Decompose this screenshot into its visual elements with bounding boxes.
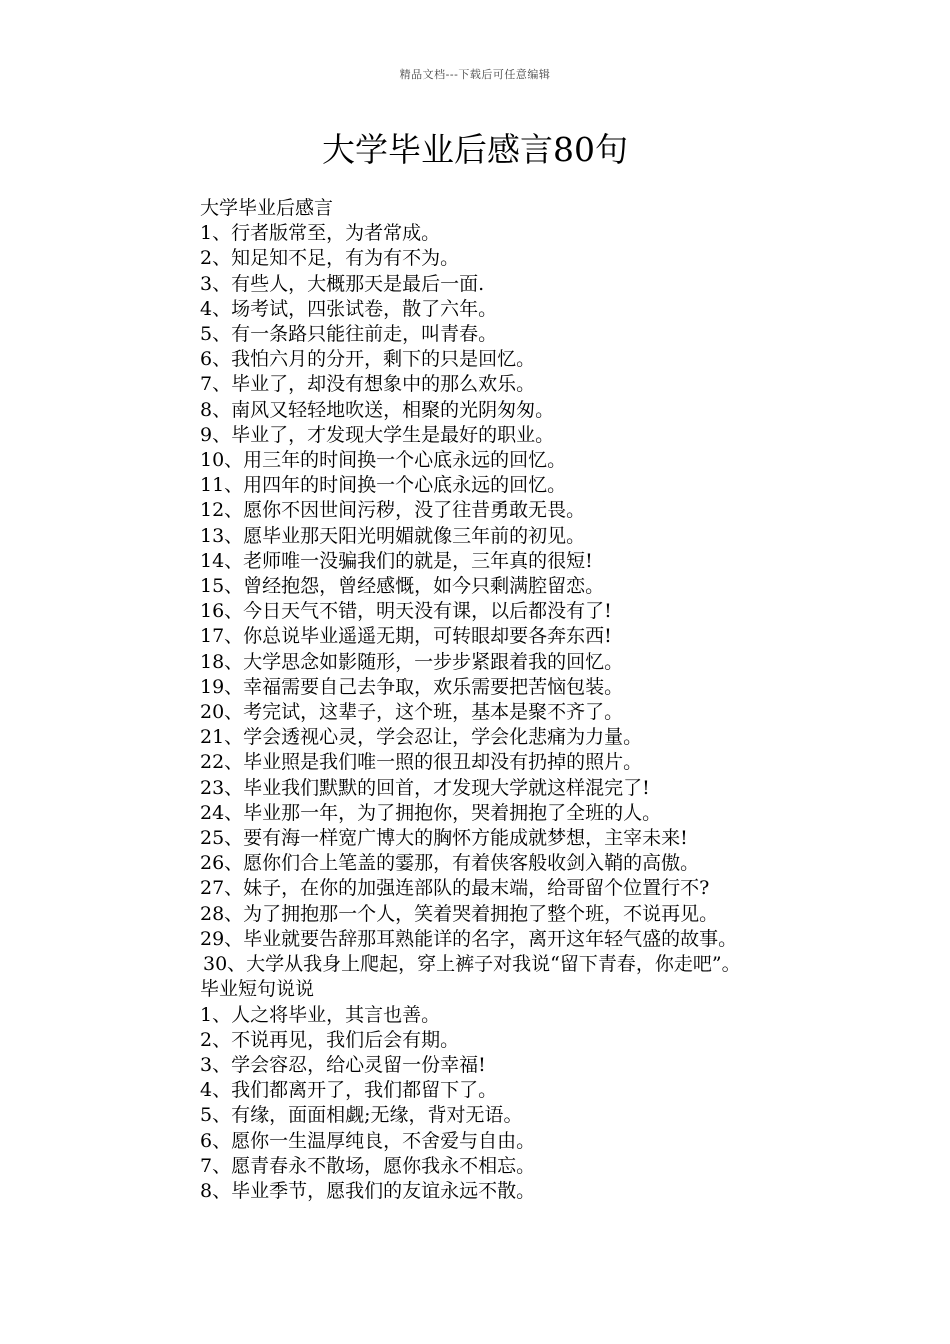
section-heading: 毕业短句说说 xyxy=(200,978,315,1001)
list-item: 2、不说再见，我们后会有期。 xyxy=(200,1028,460,1051)
list-item: 4、我们都离开了，我们都留下了。 xyxy=(200,1079,498,1102)
list-item: 13、愿毕业那天阳光明媚就像三年前的初见。 xyxy=(200,524,586,547)
list-item: 24、毕业那一年，为了拥抱你，哭着拥抱了全班的人。 xyxy=(200,801,662,824)
list-item: 14、老师唯一没骗我们的就是，三年真的很短! xyxy=(200,549,593,572)
list-item: 27、妹子，在你的加强连部队的最末端，给哥留个位置行不? xyxy=(200,877,710,900)
list-item: 22、毕业照是我们唯一照的很丑却没有扔掉的照片。 xyxy=(200,751,643,774)
list-item: 10、用三年的时间换一个心底永远的回忆。 xyxy=(200,449,567,472)
list-item: 2、知足知不足，有为有不为。 xyxy=(200,247,460,270)
list-item: 30、大学从我身上爬起，穿上裤子对我说“留下青春，你走吧”。 xyxy=(203,953,741,976)
list-item: 9、毕业了，才发现大学生是最好的职业。 xyxy=(200,423,555,446)
list-item: 1、人之将毕业，其言也善。 xyxy=(200,1003,441,1026)
list-item: 7、愿青春永不散场，愿你我永不相忘。 xyxy=(200,1154,536,1177)
list-item: 16、今日天气不错，明天没有课，以后都没有了! xyxy=(200,600,612,623)
list-item: 18、大学思念如影随形，一步步紧跟着我的回忆。 xyxy=(200,650,624,673)
header-note: 精品文档---下载后可任意编辑 xyxy=(399,68,551,81)
document-body xyxy=(145,196,825,1204)
list-item: 29、毕业就要告辞那耳熟能详的名字，离开这年轻气盛的故事。 xyxy=(200,927,738,950)
list-item: 19、幸福需要自己去争取，欢乐需要把苦恼包装。 xyxy=(200,675,624,698)
list-item: 26、愿你们合上笔盖的霎那，有着侠客般收剑入鞘的高傲。 xyxy=(200,852,700,875)
list-item: 23、毕业我们默默的回首，才发现大学就这样混完了! xyxy=(200,776,650,799)
list-item: 5、有缘，面面相觑;无缘，背对无语。 xyxy=(200,1104,523,1127)
section-heading: 大学毕业后感言 xyxy=(200,197,334,219)
list-item: 7、毕业了，却没有想象中的那么欢乐。 xyxy=(200,373,536,396)
list-item: 8、毕业季节，愿我们的友谊永远不散。 xyxy=(200,1179,536,1202)
list-item: 12、愿你不因世间污秽，没了往昔勇敢无畏。 xyxy=(200,499,586,522)
list-item: 3、学会容忍，给心灵留一份幸福! xyxy=(200,1053,486,1076)
list-item: 8、南风又轻轻地吹送，相聚的光阴匆匆。 xyxy=(200,398,555,421)
list-item: 25、要有海一样宽广博大的胸怀方能成就梦想，主宰未来! xyxy=(200,827,688,850)
list-item: 6、我怕六月的分开，剩下的只是回忆。 xyxy=(200,348,536,371)
document-title: 大学毕业后感言80句 xyxy=(322,130,628,169)
list-item: 5、有一条路只能往前走，叫青春。 xyxy=(200,323,498,346)
list-item: 20、考完试，这辈子，这个班，基本是聚不齐了。 xyxy=(200,701,624,724)
list-item: 21、学会透视心灵，学会忍让，学会化悲痛为力量。 xyxy=(200,726,643,749)
list-item: 17、你总说毕业遥遥无期，可转眼却要各奔东西! xyxy=(200,625,612,648)
list-item: 11、用四年的时间换一个心底永远的回忆。 xyxy=(200,474,567,497)
list-item: 3、有些人，大概那天是最后一面. xyxy=(200,272,485,295)
list-item: 28、为了拥抱那一个人，笑着哭着拥抱了整个班，不说再见。 xyxy=(200,902,719,925)
list-item: 4、场考试，四张试卷，散了六年。 xyxy=(200,297,498,320)
list-item: 6、愿你一生温厚纯良，不舍爱与自由。 xyxy=(200,1129,536,1152)
list-item: 1、行者版常至，为者常成。 xyxy=(200,222,441,245)
list-item: 15、曾经抱怨，曾经感慨，如今只剩满腔留恋。 xyxy=(200,575,605,598)
